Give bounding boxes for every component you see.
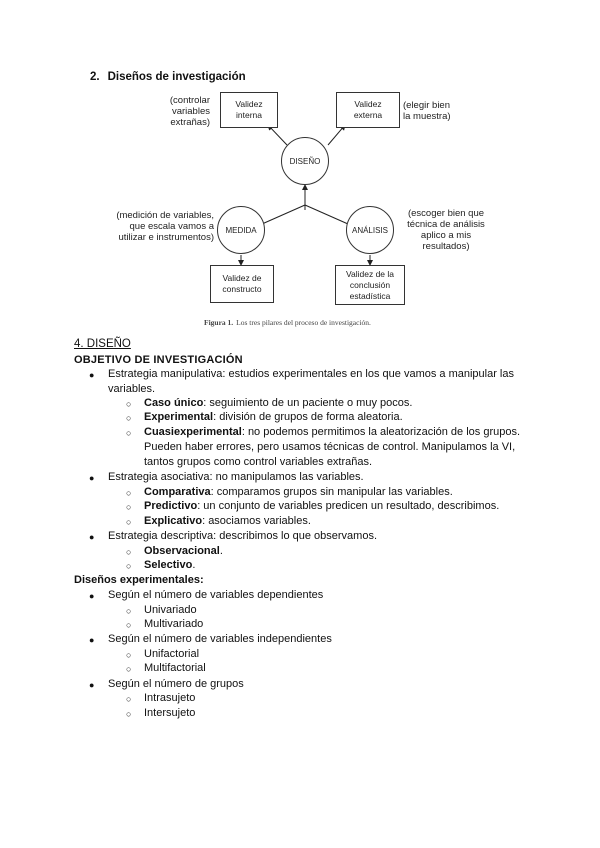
list-item-descriptiva: Estrategia descriptiva: describimos lo que observamos.: [108, 530, 378, 542]
figure-caption-label: Figura 1.: [204, 318, 234, 327]
sub-bullet-icon: ○: [126, 650, 132, 660]
objective-heading: OBJETIVO DE INVESTIGACIÓN: [74, 354, 243, 366]
list-item-independientes: Según el número de variables independientes: [108, 633, 332, 645]
list-item-multivariado: Multivariado: [144, 618, 204, 630]
predictivo-term: Predictivo: [144, 500, 198, 512]
node-medida: [217, 206, 265, 254]
line-to-analisis: [305, 205, 348, 224]
note-analisis: [398, 208, 494, 252]
note-medida-line-3: utilizar e instrumentos): [118, 232, 214, 243]
list-item-cuasi-cont-2: tantos grupos como control variables extrañas.: [144, 456, 373, 468]
sub-bullet-icon: ○: [126, 606, 132, 616]
list-item-predictivo: [144, 499, 499, 513]
box-conclusion-line-2: conclusión: [349, 279, 391, 290]
node-analisis-label: ANÁLISIS: [351, 225, 388, 235]
box-validez-externa: [336, 92, 400, 128]
cuasi-term: Cuasiexperimental: [144, 426, 242, 438]
arrow-to-external: [328, 125, 345, 145]
predictivo-desc: : un conjunto de variables predicen un resultado, describimos.: [197, 500, 500, 512]
figure-caption: [204, 318, 371, 327]
explicativo-term: Explicativo: [144, 515, 203, 527]
comparativa-desc: : comparamos grupos sin manipular las variables.: [210, 486, 453, 498]
box-internal-line-2: interna: [236, 110, 262, 120]
note-external-line-1: (elegir bien: [403, 100, 450, 111]
list-item-comparativa: [144, 485, 453, 499]
sub-bullet-icon: ○: [126, 664, 132, 674]
list-item-observacional: [144, 544, 223, 558]
explicativo-desc: : asociamos variables.: [202, 515, 311, 527]
box-conclusion-line-3: estadística: [349, 290, 391, 301]
list-item-manipulativa-cont: variables.: [108, 383, 156, 395]
list-item-grupos: Según el número de grupos: [108, 678, 244, 690]
bullet-icon: ●: [89, 635, 95, 645]
cuasi-desc: : no podemos permitimos la aleatorización de los grupos.: [241, 426, 521, 438]
list-item-manipulativa: Estrategia manipulativa: estudios experimentales en los que vamos a manipular las: [108, 368, 514, 380]
box-external-line-2: externa: [353, 110, 383, 120]
sub-bullet-icon: ○: [126, 547, 132, 557]
box-conclusion-line-1: Validez de la: [345, 268, 395, 279]
sub-bullet-icon: ○: [126, 488, 132, 498]
bullet-icon: ●: [89, 591, 95, 601]
list-item-experimental: [144, 410, 403, 424]
note-analisis-line-2: técnica de análisis: [407, 219, 485, 230]
list-item-explicativo: [144, 514, 311, 528]
list-item-dependientes: Según el número de variables dependientes: [108, 589, 324, 601]
figure-heading-text: Diseños de investigación: [107, 71, 246, 83]
list-item-cuasiexperimental: [144, 425, 520, 439]
figure-heading-number: 2.: [90, 71, 100, 83]
list-item-unifactorial: Unifactorial: [144, 648, 200, 660]
sub-bullet-icon: ○: [126, 428, 132, 438]
bullet-icon: ●: [89, 370, 95, 380]
box-validez-conclusion: [335, 265, 405, 305]
sub-bullet-icon: ○: [126, 502, 132, 512]
list-item-cuasi-cont-1: Pueden haber errores, pero usamos técnicas de control. Manipulamos la VI,: [144, 441, 516, 453]
sub-bullet-icon: ○: [126, 517, 132, 527]
sub-bullet-icon: ○: [126, 413, 132, 423]
bullet-icon: ●: [89, 680, 95, 690]
box-validez-constructo: [210, 265, 274, 303]
line-to-medida: [262, 205, 305, 224]
list-item-intrasujeto: Intrasujeto: [144, 692, 196, 704]
node-diseno: [281, 137, 329, 185]
sub-bullet-icon: ○: [126, 399, 132, 409]
experimental-desc: : división de grupos de forma aleatoria.: [213, 411, 403, 423]
note-medida-line-2: que escala vamos a: [129, 221, 214, 232]
note-internal: [150, 95, 210, 128]
sub-bullet-icon: ○: [126, 561, 132, 571]
sub-bullet-icon: ○: [126, 709, 132, 719]
note-internal-line-3: extrañas): [170, 117, 210, 128]
note-analisis-line-3: aplico a mis: [420, 230, 472, 241]
observacional-desc: .: [219, 545, 223, 557]
note-medida-line-1: (medición de variables,: [116, 210, 214, 221]
arrow-to-internal: [268, 125, 287, 145]
section-heading: 4. DISEÑO: [74, 338, 131, 350]
selectivo-term: Selectivo: [144, 559, 193, 571]
box-construct-line-1: Validez de: [222, 273, 262, 283]
observacional-term: Observacional: [144, 545, 220, 557]
node-diseno-label: DISEÑO: [289, 156, 321, 166]
note-medida: [98, 210, 214, 243]
experimental-term: Experimental: [144, 411, 214, 423]
note-analisis-line-1: (escoger bien que: [407, 208, 485, 219]
selectivo-desc: .: [192, 559, 196, 571]
box-external-line-1: Validez: [354, 99, 382, 109]
figure-caption-text: Los tres pilares del proceso de investigación.: [236, 318, 371, 327]
caso-unico-desc: : seguimiento de un paciente o muy pocos.: [203, 397, 413, 409]
node-medida-label: MEDIDA: [225, 225, 257, 235]
sub-bullet-icon: ○: [126, 694, 132, 704]
box-internal-line-1: Validez: [235, 99, 263, 109]
comparativa-term: Comparativa: [144, 486, 211, 498]
list-item-univariado: Univariado: [144, 604, 197, 616]
sub-bullet-icon: ○: [126, 620, 132, 630]
note-internal-line-2: variables: [171, 106, 210, 117]
node-analisis: [346, 206, 394, 254]
note-external-line-2: la muestra): [403, 111, 451, 122]
list-item-intersujeto: Intersujeto: [144, 707, 196, 719]
list-item-multifactorial: Multifactorial: [144, 662, 206, 674]
designs-heading: Diseños experimentales:: [74, 574, 204, 586]
box-validez-interna: [220, 92, 278, 128]
caso-unico-term: Caso único: [144, 397, 204, 409]
box-construct-line-2: constructo: [222, 284, 262, 294]
bullet-icon: ●: [89, 473, 95, 483]
bullet-icon: ●: [89, 532, 95, 542]
note-analisis-line-4: resultados): [422, 241, 470, 252]
list-item-selectivo: [144, 558, 195, 572]
note-internal-line-1: (controlar: [169, 95, 210, 106]
list-item-asociativa: Estrategia asociativa: no manipulamos las variables.: [108, 471, 364, 483]
list-item-caso-unico: [144, 396, 412, 410]
note-external: [403, 100, 451, 122]
